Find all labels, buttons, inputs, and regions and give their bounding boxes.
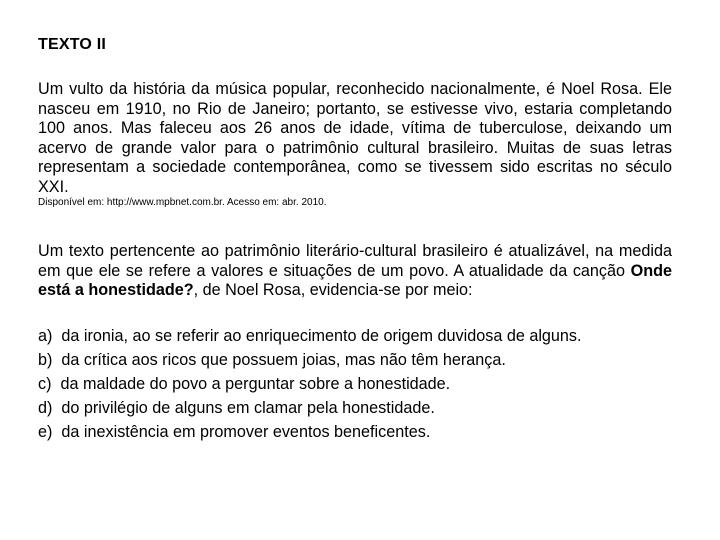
- answer-options: [38, 324, 678, 444]
- source-citation: Disponível em: http://www.mpbnet.com.br. Acesso em: abr. 2010.: [38, 197, 327, 208]
- option-text: do privilégio de alguns em clamar pela honestidade.: [61, 399, 435, 417]
- text-passage: Um vulto da história da música popular, reconhecido nacionalmente, é Noel Rosa. Ele nasceu em 1910, no Rio de Janeiro; portanto, se estivesse vivo, estaria completando 100 anos. Mas faleceu aos 26 anos de idade, vítima de tuberculose, deixando um acervo de grande valor para o patrimônio cultural brasileiro. Muitas de suas letras representam a sociedade contemporânea, como se tivessem sido escritas no século XXI.: [38, 80, 672, 196]
- question-statement: [38, 242, 672, 301]
- section-title: TEXTO II: [38, 36, 106, 53]
- answer-option-a[interactable]: [38, 324, 678, 348]
- question-text-start: Um texto pertencente ao patrimônio literário-cultural brasileiro é atualizável, na medida em que ele se refere a valores e situações de um povo. A atualidade da canção: [38, 242, 672, 280]
- answer-option-b[interactable]: [38, 348, 678, 372]
- option-letter: e): [38, 423, 53, 441]
- option-text: da crítica aos ricos que possuem joias, mas não têm herança.: [61, 351, 506, 369]
- option-letter: d): [38, 399, 53, 417]
- song-title: Onde está a honestidade?: [38, 261, 672, 300]
- option-text: da inexistência em promover eventos beneficentes.: [61, 423, 431, 441]
- option-letter: c): [38, 375, 52, 393]
- answer-option-d[interactable]: [38, 396, 678, 420]
- option-letter: b): [38, 351, 53, 369]
- option-text: da ironia, ao se referir ao enriquecimento de origem duvidosa de alguns.: [61, 327, 582, 345]
- option-letter: a): [38, 327, 53, 345]
- question-text-end: , de Noel Rosa, evidencia-se por meio:: [193, 281, 473, 300]
- answer-option-c[interactable]: [38, 372, 678, 396]
- option-text: da maldade do povo a perguntar sobre a honestidade.: [60, 375, 451, 393]
- answer-option-e[interactable]: [38, 420, 678, 444]
